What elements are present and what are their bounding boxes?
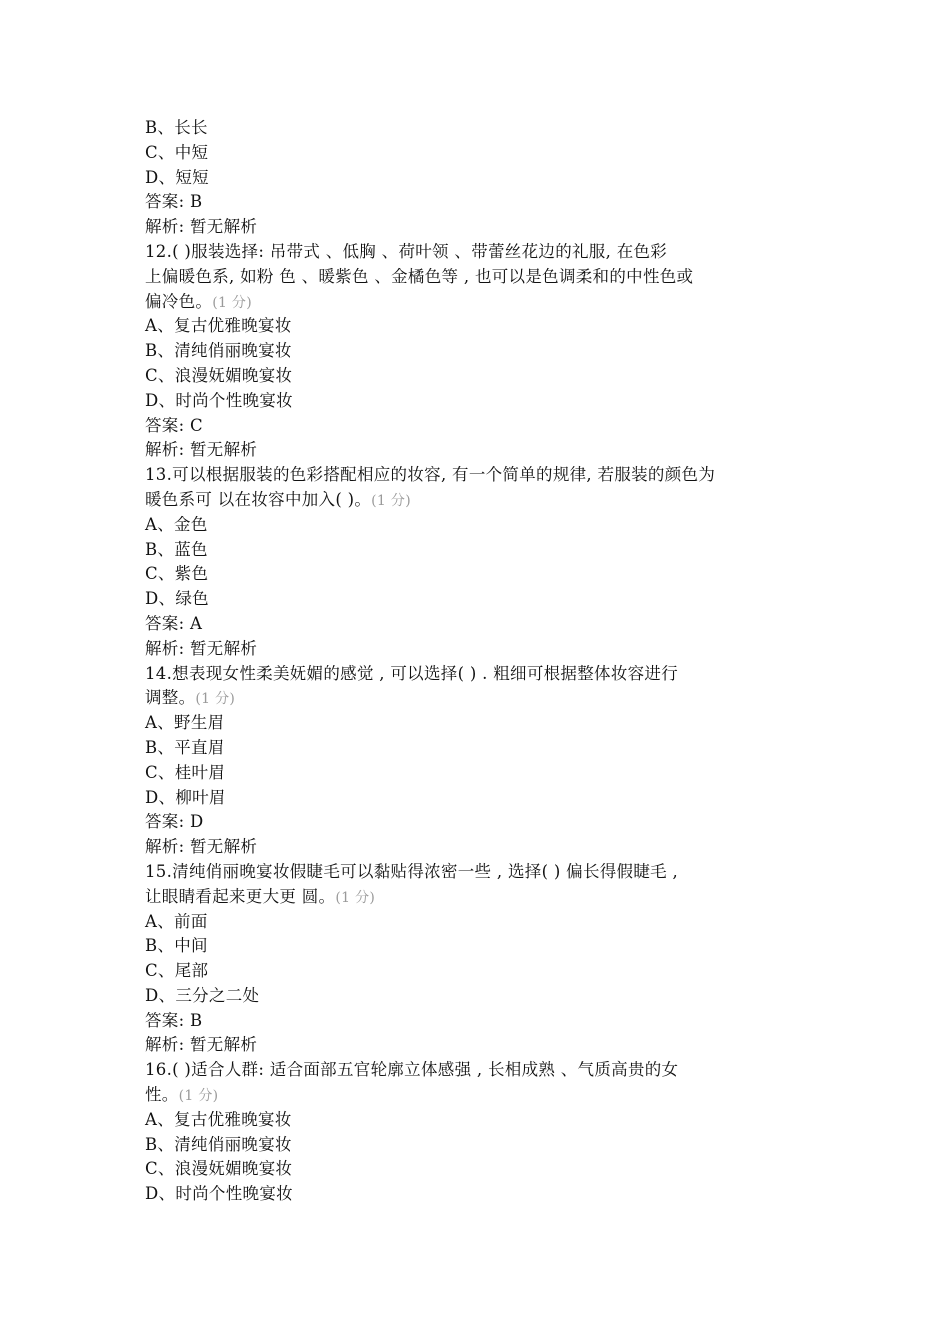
prev-question-tail	[145, 116, 807, 240]
document-page	[145, 116, 807, 1207]
answer: 答案: B	[145, 192, 203, 212]
option-c: C、浪漫妩媚晚宴妆	[145, 1159, 293, 1179]
stem-line: 偏冷色。(1 分)	[145, 291, 252, 311]
question-stem	[145, 1058, 807, 1108]
option-a: A、复古优雅晚宴妆	[145, 316, 292, 336]
option-d: D、时尚个性晚宴妆	[145, 390, 293, 410]
stem-line: 15.清纯俏丽晚宴妆假睫毛可以黏贴得浓密一些 , 选择( ) 偏长得假睫毛 ,	[145, 861, 679, 881]
score-label: (1 分)	[212, 294, 252, 311]
question-14	[145, 662, 807, 860]
option-d: D、短短	[145, 167, 209, 187]
question-stem	[145, 463, 807, 513]
stem-line: 13.可以根据服装的色彩搭配相应的妆容, 有一个简单的规律, 若服装的颜色为	[145, 465, 716, 485]
stem-line: 上偏暖色系, 如粉 色 、暖紫色 、金橘色等 , 也可以是色调柔和的中性色或	[145, 266, 694, 286]
score-label: (1 分)	[371, 492, 411, 509]
question-16	[145, 1058, 807, 1207]
answer: 答案: D	[145, 812, 204, 832]
option-c: C、中短	[145, 142, 209, 162]
answer: 答案: A	[145, 613, 203, 633]
option-b: B、清纯俏丽晚宴妆	[145, 341, 292, 361]
analysis: 解析: 暂无解析	[145, 837, 258, 857]
analysis: 解析: 暂无解析	[145, 1035, 258, 1055]
question-15	[145, 860, 807, 1058]
analysis: 解析: 暂无解析	[145, 440, 258, 460]
option-d: D、时尚个性晚宴妆	[145, 1184, 293, 1204]
stem-line: 性。(1 分)	[145, 1085, 219, 1105]
option-d: D、柳叶眉	[145, 787, 226, 807]
stem-line: 让眼睛看起来更大更 圆。(1 分)	[145, 886, 376, 906]
option-a: A、复古优雅晚宴妆	[145, 1109, 292, 1129]
analysis: 解析: 暂无解析	[145, 638, 258, 658]
question-13	[145, 463, 807, 661]
score-label: (1 分)	[178, 1088, 219, 1105]
answer: 答案: B	[145, 1010, 203, 1030]
option-b: B、中间	[145, 936, 208, 956]
stem-line: 16.( )适合人群: 适合面部五官轮廓立体感强 , 长相成熟 、气质高贵的女	[145, 1060, 679, 1080]
question-stem	[145, 662, 807, 712]
option-b: B、长长	[145, 118, 208, 137]
option-d: D、绿色	[145, 589, 209, 609]
stem-line: 暖色系可 以在妆容中加入( )。(1 分)	[145, 489, 411, 509]
option-b: B、平直眉	[145, 737, 225, 757]
score-label: (1 分)	[335, 889, 376, 906]
option-d: D、三分之二处	[145, 985, 260, 1005]
question-stem	[145, 240, 807, 314]
option-b: B、清纯俏丽晚宴妆	[145, 1134, 292, 1154]
stem-line: 14.想表现女性柔美妩媚的感觉 , 可以选择( ) . 粗细可根据整体妆容进行	[145, 663, 679, 683]
option-c: C、浪漫妩媚晚宴妆	[145, 365, 293, 385]
option-b: B、蓝色	[145, 539, 208, 559]
score-label: (1 分)	[195, 691, 236, 708]
stem-line: 调整。(1 分)	[145, 688, 236, 708]
analysis: 解析: 暂无解析	[145, 217, 258, 237]
question-stem	[145, 860, 807, 910]
option-a: A、野生眉	[145, 713, 225, 733]
option-c: C、紫色	[145, 564, 209, 584]
option-a: A、前面	[145, 911, 208, 931]
option-c: C、桂叶眉	[145, 762, 226, 782]
answer: 答案: C	[145, 415, 203, 435]
option-c: C、尾部	[145, 961, 209, 981]
stem-line: 12.( )服装选择: 吊带式 、低胸 、荷叶领 、带蕾丝花边的礼服, 在色彩	[145, 241, 668, 261]
option-a: A、金色	[145, 514, 208, 534]
question-12	[145, 240, 807, 463]
